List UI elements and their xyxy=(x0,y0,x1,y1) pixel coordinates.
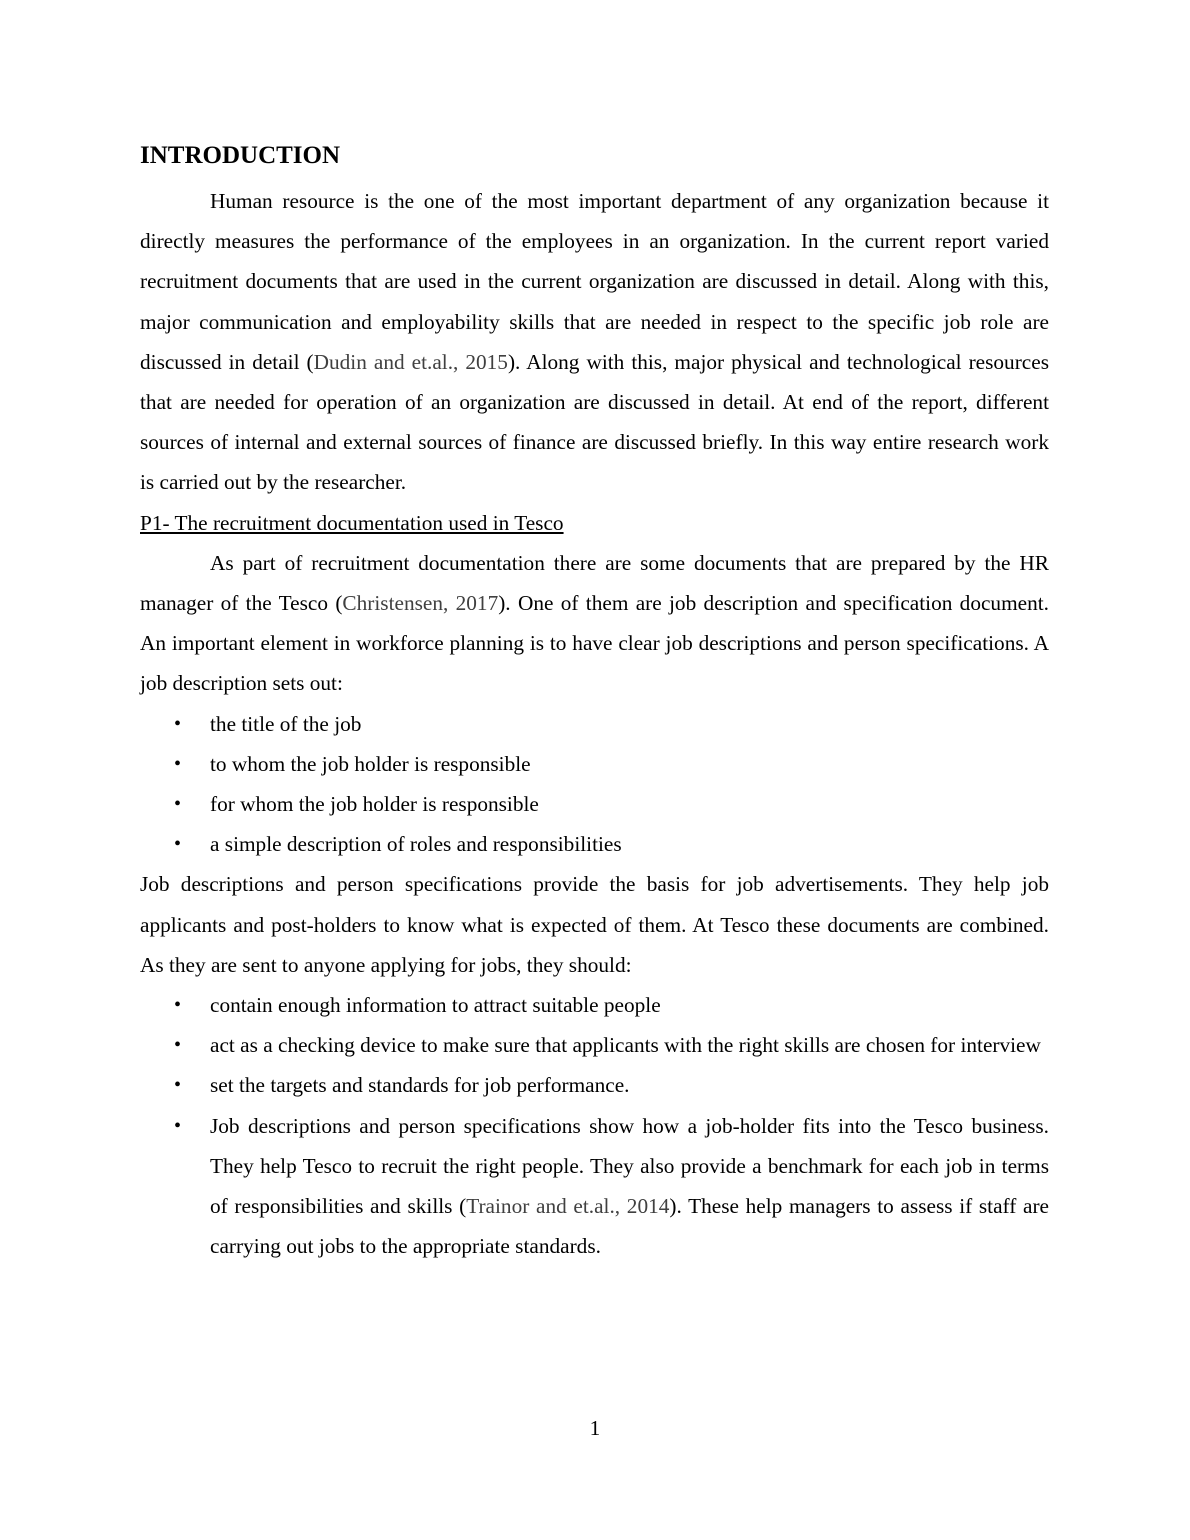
bullet-icon: • xyxy=(174,793,182,816)
bullet-icon: • xyxy=(174,833,182,856)
job-ads-paragraph: Job descriptions and person specifications provide the basis for job advertisements. They help job applicants and post-holders to know what is expected of them. At Tesco these documents are combined. As they are sent to anyone applying for jobs, they should: xyxy=(140,872,1049,977)
list-item: • the title of the job xyxy=(140,704,1049,744)
list-item: • act as a checking device to make sure that applicants with the right skills are chosen for interview xyxy=(140,1025,1049,1065)
bullet-icon: • xyxy=(174,1074,182,1097)
bullet-icon: • xyxy=(174,1034,182,1057)
p1-text-2: ). One of them are job description and specification document. An important element in workforce planning is to have clear job descriptions and person specifications. A job description sets out: xyxy=(140,591,1049,696)
citation: Christensen, 2017 xyxy=(342,591,499,616)
page-number: 1 xyxy=(589,1416,601,1440)
bullet-icon: • xyxy=(174,1114,182,1137)
p1-text-1: As part of recruitment documentation there are some documents that are prepared by the HR manager of the Tesco ( xyxy=(140,550,1049,616)
job-description-list xyxy=(140,704,1049,865)
section-title: P1- The recruitment documentation used in Tesco xyxy=(140,510,564,535)
intro-paragraph xyxy=(140,181,1049,503)
list-item: • for whom the job holder is responsible xyxy=(140,784,1049,824)
citation: Trainor and et.al., 2014 xyxy=(466,1194,670,1219)
list-item: • a simple description of roles and responsibilities xyxy=(140,824,1049,864)
intro-text-1: Human resource is the one of the most important department of any organization because it directly measures the performance of the employees in an organization. In the current report varied recruitment documents that are used in the current organization are discussed in detail. Along with this, major communication and employability skills that are needed in respect to the specific job role are discussed in detail ( xyxy=(140,189,1049,374)
page-title: INTRODUCTION xyxy=(140,142,341,169)
bullet-icon: • xyxy=(174,712,182,735)
document-page xyxy=(140,138,1049,1266)
bullet-icon: • xyxy=(174,752,182,775)
citation: Dudin and et.al., 2015 xyxy=(313,349,508,374)
intro-text-2: ). Along with this, major physical and technological resources that are needed for operation of an organization are discussed in detail. At end of the report, different sources of internal and external sources of finance are discussed briefly. In this way entire research work is carried out by the researcher. xyxy=(140,349,1049,495)
list-item: • Job descriptions and person specifications show how a job-holder fits into the Tesco business. They help Tesco to recruit the right people. They also provide a benchmark for each job in terms of responsibilities and skills (Trainor and et.al., 2014). These help managers to assess if staff are carrying out jobs to the appropriate standards. xyxy=(140,1106,1049,1267)
list-item: • set the targets and standards for job performance. xyxy=(140,1065,1049,1105)
list-item: • to whom the job holder is responsible xyxy=(140,744,1049,784)
recruitment-paragraph xyxy=(140,543,1049,704)
list-item: • contain enough information to attract suitable people xyxy=(140,985,1049,1025)
document-purpose-list xyxy=(140,985,1049,1266)
bullet-icon: • xyxy=(174,994,182,1017)
